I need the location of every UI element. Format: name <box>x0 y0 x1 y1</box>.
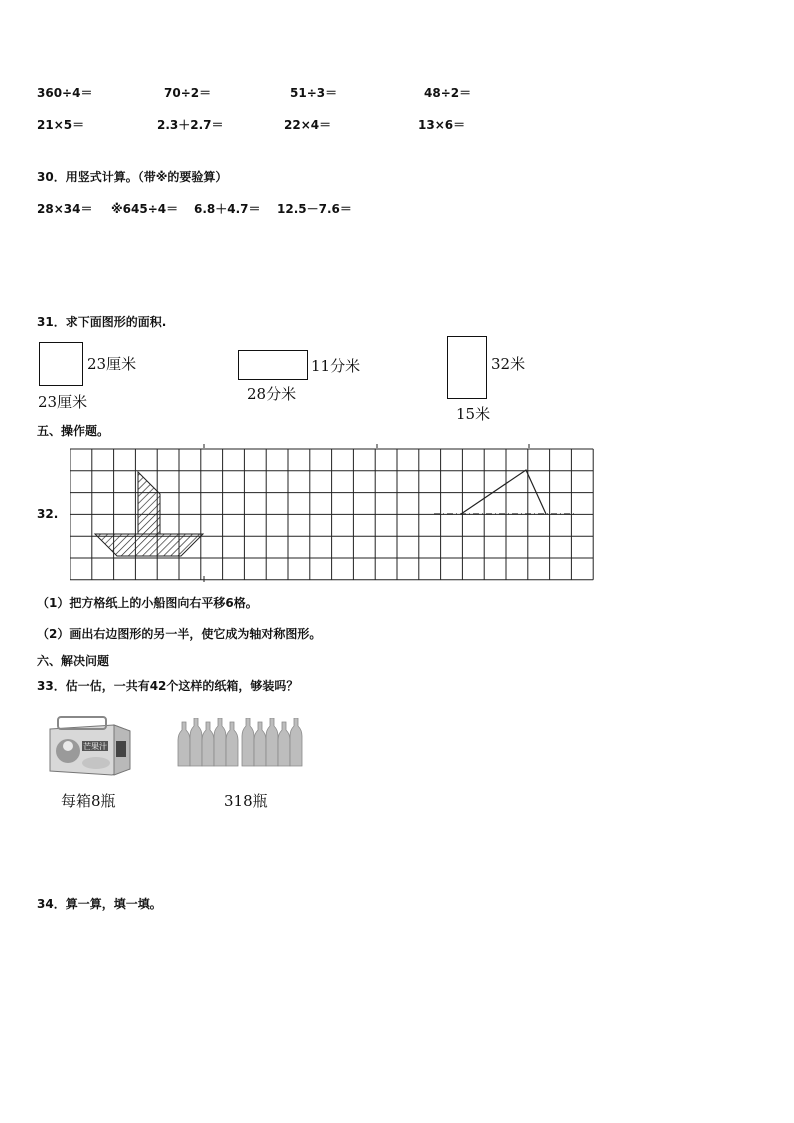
section-5-heading: 五、操作题。 <box>37 424 110 438</box>
arith-item: 2.3＋2.7＝ <box>157 118 224 132</box>
rectangle-figure-2 <box>447 336 487 399</box>
bottle-icon <box>202 722 214 766</box>
question-30-title: 30．用竖式计算。（带※的要验算） <box>37 170 228 184</box>
bottle-icon <box>266 718 278 766</box>
bottle-icon <box>254 722 266 766</box>
question-31-title: 31．求下面图形的面积. <box>37 315 167 329</box>
half-triangle <box>461 470 546 514</box>
bottle-icon <box>226 722 238 766</box>
bottle-icon <box>242 718 254 766</box>
juice-box-brand: 芒果汁 <box>83 742 107 751</box>
arith-item: 360÷4＝ <box>37 86 93 100</box>
arith-item: 48÷2＝ <box>424 86 472 100</box>
rectangle-figure-1 <box>238 350 308 380</box>
bottle-icon <box>178 722 190 766</box>
vertical-calc-item: 6.8＋4.7＝ <box>194 202 261 216</box>
juice-box-image <box>46 715 132 777</box>
vertical-calc-item: 28×34＝ <box>37 202 93 216</box>
question-32-task-2: （2）画出右边图形的另一半，使它成为轴对称图形。 <box>37 627 322 641</box>
square-figure <box>39 342 83 386</box>
arith-item: 21×5＝ <box>37 118 85 132</box>
rect1-height-label: 11分米 <box>311 357 361 375</box>
boat-shape <box>95 534 203 556</box>
section-6-heading: 六、解决问题 <box>37 654 110 668</box>
rect2-height-label: 32米 <box>491 355 526 373</box>
bottle-icon <box>290 718 302 766</box>
bottle-icon <box>190 718 202 766</box>
box-caption: 每箱8瓶 <box>61 792 116 810</box>
question-32-task-1: （1）把方格纸上的小船图向右平移6格。 <box>37 596 258 610</box>
bottles-image <box>175 718 305 774</box>
arith-item: 22×4＝ <box>284 118 332 132</box>
square-side-label: 23厘米 <box>87 355 137 373</box>
vertical-calc-item: ※645÷4＝ <box>111 202 179 216</box>
question-32-number: 32. <box>37 507 59 521</box>
grid-paper <box>70 444 594 582</box>
rect2-width-label: 15米 <box>456 405 491 423</box>
bottle-icon <box>214 718 226 766</box>
question-33-title: 33．估一估，一共有42个这样的纸箱，够装吗？ <box>37 679 299 693</box>
arith-item: 13×6＝ <box>418 118 466 132</box>
arith-item: 70÷2＝ <box>164 86 212 100</box>
square-bottom-label: 23厘米 <box>38 393 88 411</box>
bottles-caption: 318瓶 <box>224 792 268 810</box>
rect1-width-label: 28分米 <box>247 385 297 403</box>
vertical-calc-item: 12.5－7.6＝ <box>277 202 352 216</box>
arith-item: 51÷3＝ <box>290 86 338 100</box>
bottle-icon <box>278 722 290 766</box>
question-34-title: 34．算一算，填一填。 <box>37 897 162 911</box>
